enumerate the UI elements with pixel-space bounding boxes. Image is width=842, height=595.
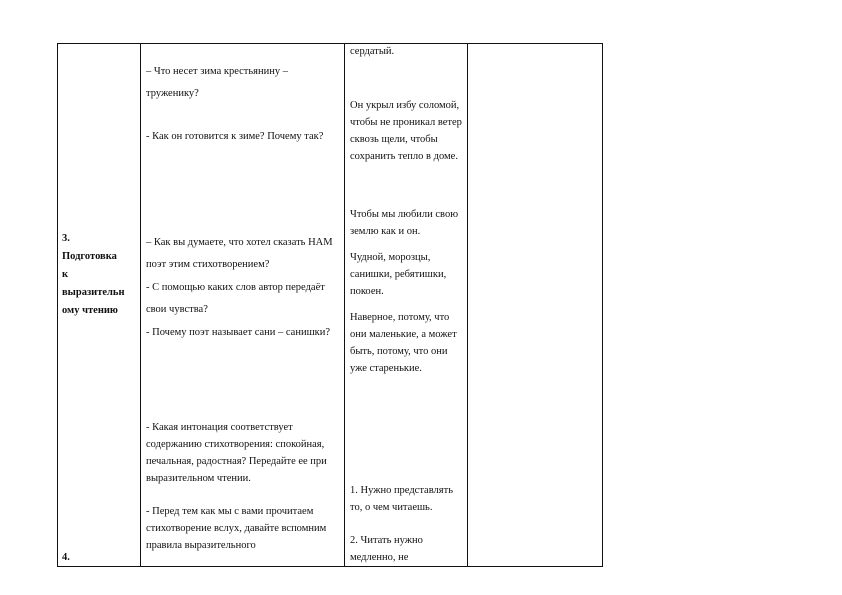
student-answer: 1. Нужно представлять то, о чем читаешь.: [350, 485, 453, 513]
stage-label-line: к: [62, 269, 69, 280]
teacher-question: - С помощью каких слов автор передаёт свои чувства?: [146, 282, 325, 315]
student-answer: Он укрыл избу соломой, чтобы не проникал ветер сквозь щели, чтобы сохранить тепло в доме.: [350, 100, 462, 162]
stage-4-label: 4.: [62, 552, 70, 563]
student-answer: Чтобы мы любили свою землю как и он.: [350, 209, 459, 237]
teacher-question: – Что несет зима крестьянину – труженику?: [146, 66, 288, 99]
stage-column: [58, 44, 140, 566]
teacher-question: - Как он готовится к зиме? Почему так?: [146, 131, 324, 142]
teacher-question: - Какая интонация соответствует содержанию стихотворения: спокойная, печальная, радостная? Передайте ее при выразительном чтении.: [146, 422, 327, 484]
teacher-question: - Перед тем как мы с вами прочитаем стихотворение вслух, давайте вспомним правила выразительного: [146, 506, 327, 551]
student-answer: Чудной, морозцы, санишки, ребятишки, покоен.: [350, 252, 447, 297]
stage-label-line: выразительн: [62, 287, 125, 298]
student-answer: 2. Читать нужно медленно, не: [350, 535, 423, 563]
stage-label-line: ому чтению: [62, 305, 118, 316]
lesson-table: [57, 43, 603, 567]
stage-label-line: Подготовка: [62, 251, 117, 262]
student-column: [345, 44, 467, 566]
notes-column: [468, 44, 602, 566]
stage-label-line: 3.: [62, 233, 70, 244]
teacher-column: [141, 44, 344, 566]
student-answer: сердатый.: [350, 46, 395, 57]
stage-3-label: [62, 230, 138, 320]
teacher-question: – Как вы думаете, что хотел сказать НАМ поэт этим стихотворением?: [146, 237, 333, 270]
teacher-question: - Почему поэт называет сани – санишки?: [146, 327, 331, 338]
student-answer: Наверное, потому, что они маленькие, а может быть, потому, что они уже старенькие.: [350, 312, 457, 374]
